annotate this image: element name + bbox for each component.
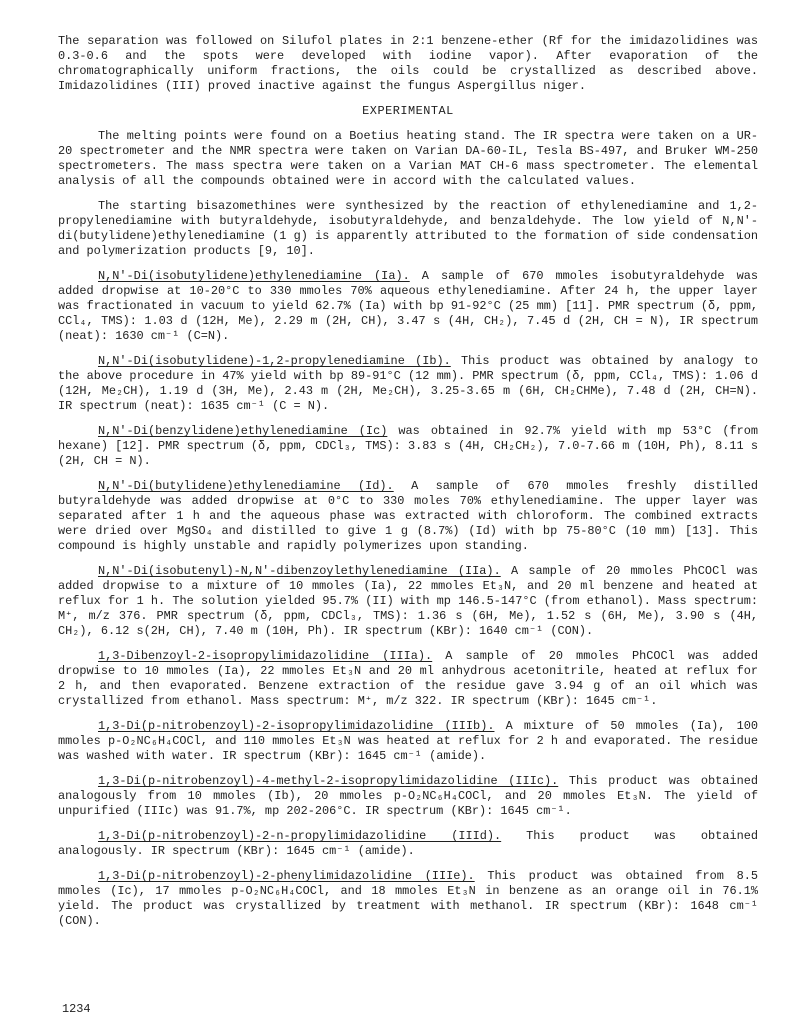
- entry-title: N,N'-Di(isobutylidene)-1,2-propylenediamine (Ib).: [98, 354, 451, 368]
- intro-paragraph: The separation was followed on Silufol plates in 2:1 benzene-ether (Rf for the imidazolidines was 0.3-0.6 and the spots were developed with iodine vapor). After evaporation of the chromatographically uniform fractions, the oils could be crystallized as described above. Imidazolidines (III) proved inactive against the fungus Aspergillus niger.: [58, 34, 758, 93]
- general-paragraph-1: The melting points were found on a Boetius heating stand. The IR spectra were taken on a UR-20 spectrometer and the NMR spectra were taken on Varian DA-60-IL, Tesla BS-497, and Bruker WM-250 spectrometers. The mass spectra were taken on a Varian MAT CH-6 mass spectrometer. The elemental analysis of all the compounds obtained were in accord with the calculated values.: [58, 129, 758, 188]
- entry-body: This product was obtained analogously. IR spectrum (KBr): 1645 cm⁻¹ (amide).: [58, 829, 758, 858]
- entry-iiib: [58, 719, 758, 764]
- entry-iiid: [58, 829, 758, 859]
- entry-title: N,N'-Di(isobutenyl)-N,N'-dibenzoylethylenediamine (IIa).: [98, 564, 501, 578]
- document-page: [58, 34, 758, 939]
- entry-title: 1,3-Di(p-nitrobenzoyl)-2-isopropylimidazolidine (IIIb).: [98, 719, 495, 733]
- entry-body: A sample of 670 mmoles isobutyraldehyde was added dropwise at 10-20°C to 330 mmoles 70% aqueous ethylenediamine. After 24 h, the upper layer was fractionated in vacuum to yield 62.7% (Ia) with bp 91-92°C (25 mm) [11]. PMR spectrum (δ, ppm, CCl₄, TMS): 1.03 d (12H, Me), 2.29 m (2H, CH), 3.47 s (4H, CH₂), 7.45 d (2H, CH = N), IR spectrum (neat): 1630 cm⁻¹ (C=N).: [58, 269, 758, 343]
- entry-title: 1,3-Di(p-nitrobenzoyl)-4-methyl-2-isopropylimidazolidine (IIIc).: [98, 774, 559, 788]
- entry-title: N,N'-Di(butylidene)ethylenediamine (Id).: [98, 479, 394, 493]
- entry-title: 1,3-Dibenzoyl-2-isopropylimidazolidine (IIIa).: [98, 649, 433, 663]
- entry-title: 1,3-Di(p-nitrobenzoyl)-2-n-propylimidazolidine (IIId).: [98, 829, 502, 843]
- entry-iia: [58, 564, 758, 639]
- entry-body: A sample of 20 mmoles PhCOCl was added dropwise to 10 mmoles (Ia), 22 mmoles Et₃N and 20 ml anhydrous acetonitrile, heated at reflux for 2 h, and then evaporated. Benzene extraction of the residue gave 3.94 g of an oil which was crystallized from ethanol. Mass spectrum: M⁺, m/z 322. IR spectrum (KBr): 1645 cm⁻¹.: [58, 649, 758, 708]
- entry-body: A sample of 670 mmoles freshly distilled butyraldehyde was added dropwise at 0°C to 330 moles 70% ethylenediamine. The upper layer was separated after 1 h and the aqueous phase was extracted with chloroform. The combined extracts were dried over MgSO₄ and distilled to give 1 g (8.7%) (Id) with bp 75-80°C (10 mm) [13]. This compound is highly unstable and rapidly polymerizes upon standing.: [58, 479, 759, 553]
- entry-iiie: [58, 869, 758, 929]
- entry-id: [58, 479, 758, 554]
- page-number: 1234: [62, 1002, 91, 1016]
- entry-body: This product was obtained analogously from 10 mmoles (Ib), 20 mmoles p-O₂NC₆H₄COCl, and 20 mmoles Et₃N. The yield of unpurified (IIIc) was 91.7%, mp 202-206°C. IR spectrum (KBr): 1645 cm⁻¹.: [58, 774, 758, 818]
- entry-iiia: [58, 649, 758, 709]
- entry-body: This product was obtained by analogy to the above procedure in 47% yield with bp 89-91°C (12 mm). PMR spectrum (δ, ppm, CCl₄, TMS): 1.06 d (12H, Me₂CH), 1.19 d (3H, Me), 2.43 m (2H, Me₂CH), 3.25-3.65 m (6H, CH₂CHMe), 7.48 d (2H, CH=N). IR spectrum (neat): 1635 cm⁻¹ (C = N).: [58, 354, 758, 413]
- entry-body: was obtained in 92.7% yield with mp 53°C (from hexane) [12]. PMR spectrum (δ, ppm, CDCl₃, TMS): 3.83 s (4H, CH₂CH₂), 7.0-7.66 m (10H, Ph), 8.11 s (2H, CH = N).: [58, 424, 758, 468]
- entry-body: A sample of 20 mmoles PhCOCl was added dropwise to a mixture of 10 mmoles (Ia), 22 mmoles Et₃N, and 20 ml benzene and heated at reflux for 1 h. The solution yielded 95.7% (II) with mp 146.5-147°C (from ethanol). Mass spectrum: M⁺, m/z 376. PMR spectrum (δ, ppm, CDCl₃, TMS): 1.36 s (6H, Me), 1.52 s (6H, Me), 3.90 s (4H, CH₂), 6.12 s(2H, CH), 7.40 m (10H, Ph). IR spectrum (KBr): 1640 cm⁻¹ (CON).: [58, 564, 758, 638]
- entry-body: A mixture of 50 mmoles (Ia), 100 mmoles p-O₂NC₆H₄COCl, and 110 mmoles Et₃N was heated at reflux for 2 h and evaporated. The residue was washed with water. IR spectrum (KBr): 1645 cm⁻¹ (amide).: [58, 719, 758, 763]
- entry-title: N,N'-Di(isobutylidene)ethylenediamine (Ia).: [98, 269, 410, 283]
- general-paragraph-2: The starting bisazomethines were synthesized by the reaction of ethylenediamine and 1,2-propylenediamine with butyraldehyde, isobutyraldehyde, and benzaldehyde. The low yield of N,N'-di(butylidene)ethylenediamine (1 g) is apparently attributed to the formation of side condensation and polymerization products [9, 10].: [58, 199, 758, 258]
- entry-title: 1,3-Di(p-nitrobenzoyl)-2-phenylimidazolidine (IIIe).: [98, 869, 475, 883]
- entry-iiic: [58, 774, 758, 819]
- section-heading: EXPERIMENTAL: [362, 104, 454, 118]
- entry-body: This product was obtained from 8.5 mmoles (Ic), 17 mmoles p-O₂NC₆H₄COCl, and 18 mmoles Et₃N in benzene as an orange oil in 76.1% yield. The product was crystallized by treatment with methanol. IR spectrum (KBr): 1648 cm⁻¹ (CON).: [58, 869, 758, 928]
- entry-ib: [58, 354, 758, 414]
- entry-title: N,N'-Di(benzylidene)ethylenediamine (Ic): [98, 424, 388, 438]
- entry-ia: [58, 269, 758, 344]
- entry-ic: [58, 424, 758, 469]
